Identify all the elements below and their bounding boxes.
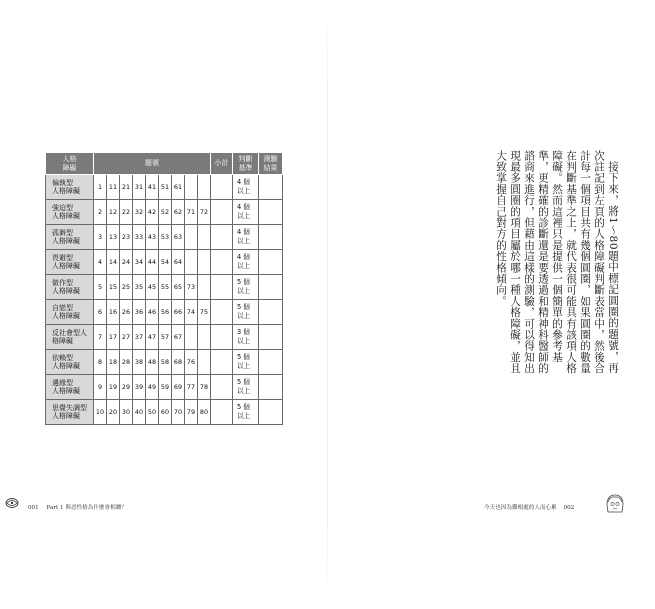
item-number-cell: 5 [94, 275, 107, 300]
item-number-cell: 29 [120, 375, 133, 400]
item-number-cell: 65 [172, 275, 185, 300]
result-cell[interactable] [259, 250, 283, 275]
item-number-cell: 10 [94, 400, 107, 425]
criterion-cell: 4 個 以上 [233, 250, 259, 275]
footer-right [484, 503, 574, 511]
item-number-cell: 36 [133, 300, 146, 325]
item-number-cell: 34 [133, 250, 146, 275]
criterion-cell: 5 個 以上 [233, 275, 259, 300]
item-number-cell: 40 [133, 400, 146, 425]
item-number-cell: 1 [94, 175, 107, 200]
result-cell[interactable] [259, 275, 283, 300]
item-number-cell: 70 [172, 400, 185, 425]
item-number-cell: 42 [146, 200, 159, 225]
item-number-cell [198, 175, 211, 200]
subtotal-cell[interactable] [211, 400, 233, 425]
item-number-cell [198, 275, 211, 300]
result-cell[interactable] [259, 375, 283, 400]
subtotal-cell[interactable] [211, 200, 233, 225]
header-type: 人格 障礙 [46, 153, 94, 175]
item-number-cell: 2 [94, 200, 107, 225]
item-number-cell: 61 [172, 175, 185, 200]
item-number-cell: 32 [133, 200, 146, 225]
item-number-cell: 59 [159, 375, 172, 400]
page-number-right: 002 [563, 505, 575, 511]
item-number-cell: 63 [172, 225, 185, 250]
item-number-cell: 24 [120, 250, 133, 275]
item-number-cell: 76 [185, 350, 198, 375]
disorder-type-cell: 做作型 人格障礙 [46, 275, 94, 300]
subtotal-cell[interactable] [211, 175, 233, 200]
item-number-cell [198, 225, 211, 250]
item-number-cell: 51 [159, 175, 172, 200]
result-cell[interactable] [259, 175, 283, 200]
item-number-cell: 18 [107, 350, 120, 375]
item-number-cell: 37 [133, 325, 146, 350]
item-number-cell: 43 [146, 225, 159, 250]
table-row [46, 375, 283, 400]
criterion-cell: 5 個 以上 [233, 350, 259, 375]
item-number-cell: 13 [107, 225, 120, 250]
item-number-cell: 9 [94, 375, 107, 400]
item-number-cell: 69 [172, 375, 185, 400]
table-row [46, 275, 283, 300]
item-number-cell: 67 [172, 325, 185, 350]
item-number-cell: 23 [120, 225, 133, 250]
item-number-cell: 22 [120, 200, 133, 225]
disorder-type-cell: 反社會型人 格障礙 [46, 325, 94, 350]
header-items: 題號 [94, 153, 211, 175]
item-number-cell: 78 [198, 375, 211, 400]
subtotal-cell[interactable] [211, 300, 233, 325]
disorder-type-cell: 自戀型 人格障礙 [46, 300, 94, 325]
item-number-cell: 12 [107, 200, 120, 225]
item-number-cell: 20 [107, 400, 120, 425]
footer-left [19, 503, 127, 511]
table-row [46, 400, 283, 425]
item-number-cell: 30 [120, 400, 133, 425]
table-row [46, 325, 283, 350]
character-face-icon [604, 492, 626, 514]
part-title: 與惡性格為什麼會相纏？ [65, 505, 127, 511]
part-label: Part 1 [46, 505, 64, 511]
item-number-cell: 53 [159, 225, 172, 250]
item-number-cell: 80 [198, 400, 211, 425]
item-number-cell: 47 [146, 325, 159, 350]
subtotal-cell[interactable] [211, 225, 233, 250]
explanation-paragraph: 接下來，將1～80題中標記圓圈的題號，再次註記到左頁的人格障礙判斷表當中，然後合計每一個項目共有幾個圓圈，如果圓圈的數量在判斷基準之上，就代表很可能具有該項人格障礙。然而這裡只是提供一個簡單的參考基準，更精確的診斷還是要透過和精神科醫師的諮商來進行，但藉由這樣的測驗，可以得知出現最多圓圈的項目屬於哪一種人格障礙，並且大致掌握自己對方的性格傾向。 [495, 150, 619, 374]
item-number-cell: 6 [94, 300, 107, 325]
item-number-cell: 45 [146, 275, 159, 300]
item-number-cell: 72 [198, 200, 211, 225]
disorder-type-cell: 孤僻型 人格障礙 [46, 225, 94, 250]
item-number-cell: 17 [107, 325, 120, 350]
page-gutter [327, 0, 328, 609]
item-number-cell [198, 350, 211, 375]
disorder-type-cell: 思覺失調型 人格障礙 [46, 400, 94, 425]
result-cell[interactable] [259, 225, 283, 250]
item-number-cell: 28 [120, 350, 133, 375]
criterion-cell: 3 個 以上 [233, 325, 259, 350]
criterion-cell: 4 個 以上 [233, 200, 259, 225]
item-number-cell [185, 250, 198, 275]
item-number-cell: 8 [94, 350, 107, 375]
disorder-type-cell: 強迫型 人格障礙 [46, 200, 94, 225]
item-number-cell: 54 [159, 250, 172, 275]
table-row [46, 300, 283, 325]
item-number-cell: 26 [120, 300, 133, 325]
item-number-cell: 27 [120, 325, 133, 350]
item-number-cell [198, 325, 211, 350]
disorder-type-cell: 偏執型 人格障礙 [46, 175, 94, 200]
item-number-cell: 7 [94, 325, 107, 350]
item-number-cell: 48 [146, 350, 159, 375]
item-number-cell: 3 [94, 225, 107, 250]
item-number-cell: 56 [159, 300, 172, 325]
item-number-cell: 57 [159, 325, 172, 350]
explanation-text [495, 150, 620, 380]
item-number-cell: 19 [107, 375, 120, 400]
subtotal-cell[interactable] [211, 275, 233, 300]
table-row [46, 175, 283, 200]
item-number-cell: 66 [172, 300, 185, 325]
item-number-cell: 74 [185, 300, 198, 325]
item-number-cell: 68 [172, 350, 185, 375]
table-row [46, 350, 283, 375]
item-number-cell: 38 [133, 350, 146, 375]
item-number-cell [185, 325, 198, 350]
item-number-cell: 79 [185, 400, 198, 425]
item-number-cell: 64 [172, 250, 185, 275]
item-number-cell [198, 250, 211, 275]
item-number-cell: 41 [146, 175, 159, 200]
book-title: 今天也因為難相處的人而心累 [484, 505, 557, 511]
item-number-cell: 11 [107, 175, 120, 200]
criterion-cell: 4 個 以上 [233, 175, 259, 200]
table-header-row [46, 153, 283, 175]
result-cell[interactable] [259, 350, 283, 375]
subtotal-cell[interactable] [211, 375, 233, 400]
item-number-cell: 58 [159, 350, 172, 375]
item-number-cell: 16 [107, 300, 120, 325]
item-number-cell: 4 [94, 250, 107, 275]
item-number-cell: 62 [172, 200, 185, 225]
item-number-cell: 77 [185, 375, 198, 400]
item-number-cell [185, 175, 198, 200]
subtotal-cell[interactable] [211, 350, 233, 375]
table-row [46, 200, 283, 225]
subtotal-cell[interactable] [211, 325, 233, 350]
item-number-cell: 15 [107, 275, 120, 300]
personality-disorder-table [45, 152, 283, 425]
item-number-cell: 35 [133, 275, 146, 300]
result-cell[interactable] [259, 200, 283, 225]
item-number-cell: 60 [159, 400, 172, 425]
item-number-cell: 49 [146, 375, 159, 400]
item-number-cell: 14 [107, 250, 120, 275]
item-number-cell: 33 [133, 225, 146, 250]
header-subtotal: 小計 [211, 153, 233, 175]
header-result: 測驗 結果 [259, 153, 283, 175]
item-number-cell: 25 [120, 275, 133, 300]
item-number-cell: 31 [133, 175, 146, 200]
disorder-type-cell: 邊緣型 人格障礙 [46, 375, 94, 400]
item-number-cell: 44 [146, 250, 159, 275]
item-number-cell: 71 [185, 200, 198, 225]
item-number-cell: 39 [133, 375, 146, 400]
publisher-logo-icon [5, 497, 19, 509]
criterion-cell: 4 個 以上 [233, 225, 259, 250]
item-number-cell [185, 225, 198, 250]
item-number-cell: 52 [159, 200, 172, 225]
table-row [46, 250, 283, 275]
criterion-cell: 5 個 以上 [233, 300, 259, 325]
item-number-cell: 21 [120, 175, 133, 200]
criterion-cell: 5 個 以上 [233, 375, 259, 400]
table-row [46, 225, 283, 250]
item-number-cell: 46 [146, 300, 159, 325]
result-cell[interactable] [259, 325, 283, 350]
page-number-left: 001 [28, 505, 39, 511]
result-cell[interactable] [259, 400, 283, 425]
item-number-cell: 73 [185, 275, 198, 300]
criterion-cell: 5 個 以上 [233, 400, 259, 425]
result-cell[interactable] [259, 300, 283, 325]
item-number-cell: 55 [159, 275, 172, 300]
header-criterion: 判斷 基準 [233, 153, 259, 175]
item-number-cell: 50 [146, 400, 159, 425]
disorder-type-cell: 依賴型 人格障礙 [46, 350, 94, 375]
item-number-cell: 75 [198, 300, 211, 325]
disorder-type-cell: 畏避型 人格障礙 [46, 250, 94, 275]
subtotal-cell[interactable] [211, 250, 233, 275]
